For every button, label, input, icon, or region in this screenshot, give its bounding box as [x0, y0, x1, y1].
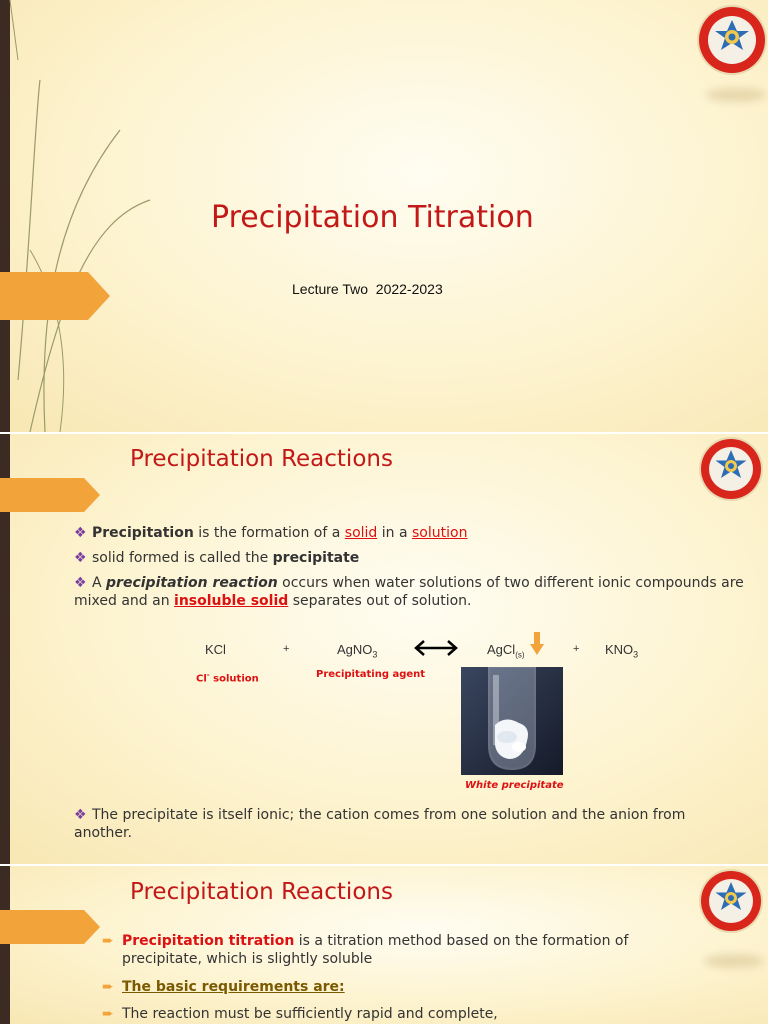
slide-2	[0, 434, 768, 864]
orange-arrow-tab	[0, 910, 104, 944]
slide-title: Precipitation Reactions	[130, 879, 393, 905]
term-basic-requirements: The basic requirements are:	[122, 979, 345, 995]
decorative-curves	[0, 0, 200, 432]
slide-title: Precipitation Titration	[211, 200, 534, 235]
term-precipitation: Precipitation	[92, 525, 194, 541]
eq-sub: 3	[372, 649, 378, 660]
bullet-ionic	[74, 806, 734, 842]
down-arrow-icon	[530, 632, 544, 656]
text: separates out of solution.	[288, 593, 472, 609]
left-bar	[0, 866, 10, 1024]
orange-arrow-tab	[0, 272, 112, 320]
term-precipitation-titration: Precipitation titration	[122, 933, 295, 949]
slide-title: Precipitation Reactions	[130, 446, 393, 472]
university-seal-logo	[696, 4, 768, 76]
orange-arrow-tab	[0, 478, 104, 512]
diamond-bullet-icon: ❖	[74, 525, 87, 541]
eq-plus: +	[283, 643, 290, 655]
seal-icon	[698, 868, 764, 934]
term-precipitation-reaction: precipitation reaction	[106, 575, 278, 591]
diamond-bullet-icon: ❖	[74, 807, 87, 823]
slide-3	[0, 866, 768, 1024]
precipitate-photo	[461, 667, 563, 775]
eq-kcl: KCl	[205, 642, 226, 657]
seal-shadow	[706, 88, 766, 102]
text: is the formation of a	[193, 525, 345, 541]
eq-plus: +	[573, 643, 580, 655]
term-solid: solid	[344, 525, 378, 541]
eq-kno3	[605, 642, 638, 660]
text: Cl	[196, 673, 207, 685]
text: The precipitate is itself ionic; the cation comes from one solution and the anion from another.	[74, 807, 686, 841]
arrow-bullet-icon: ➨	[102, 933, 114, 949]
eq-agno3	[337, 642, 377, 660]
slide-subtitle: Lecture Two 2022-2023	[292, 281, 443, 297]
eq-sub: 3	[633, 649, 639, 660]
eq-agcl	[487, 642, 525, 660]
text: is a titration method based on the formation of precipitate, which is slightly soluble	[122, 933, 629, 967]
bullet-basic-requirements	[102, 978, 662, 996]
text: solution	[209, 673, 259, 685]
bullet-precipitation-definition	[74, 524, 754, 542]
term-insoluble-solid: insoluble solid	[174, 593, 289, 609]
bullet-precipitation-titration	[102, 932, 662, 968]
text: A	[92, 575, 107, 591]
text: occurs when water solutions of two different ionic compounds are mixed and an	[74, 575, 744, 609]
seal-icon	[696, 4, 768, 76]
university-seal-logo	[698, 868, 764, 934]
diamond-bullet-icon: ❖	[74, 550, 87, 566]
bullet-reaction	[74, 574, 754, 610]
diamond-bullet-icon: ❖	[74, 575, 87, 591]
bullet-reaction-rapid	[102, 1005, 662, 1023]
text: The reaction must be sufficiently rapid and complete,	[122, 1006, 498, 1022]
eq-sub: (s)	[515, 650, 525, 660]
arrow-bullet-icon: ➨	[102, 1006, 114, 1022]
label-white-precipitate: White precipitate	[465, 780, 564, 791]
label-cl-solution	[196, 671, 259, 684]
university-seal-logo	[698, 436, 764, 502]
double-arrow-icon	[412, 639, 460, 657]
eq-agcl-text: AgCl	[487, 642, 516, 657]
text: in a	[377, 525, 413, 541]
seal-icon	[698, 436, 764, 502]
eq-agno-text: AgNO	[337, 642, 373, 657]
bullet-precipitate	[74, 549, 754, 567]
arrow-bullet-icon: ➨	[102, 979, 114, 995]
eq-kno-text: KNO	[605, 642, 634, 657]
slide-1	[0, 0, 768, 432]
label-precipitating-agent: Precipitating agent	[316, 669, 426, 680]
text: -	[206, 671, 210, 679]
seal-shadow	[704, 954, 764, 968]
text: solid formed is called the	[92, 550, 273, 566]
term-precipitate: precipitate	[272, 550, 360, 566]
term-solution: solution	[412, 525, 468, 541]
